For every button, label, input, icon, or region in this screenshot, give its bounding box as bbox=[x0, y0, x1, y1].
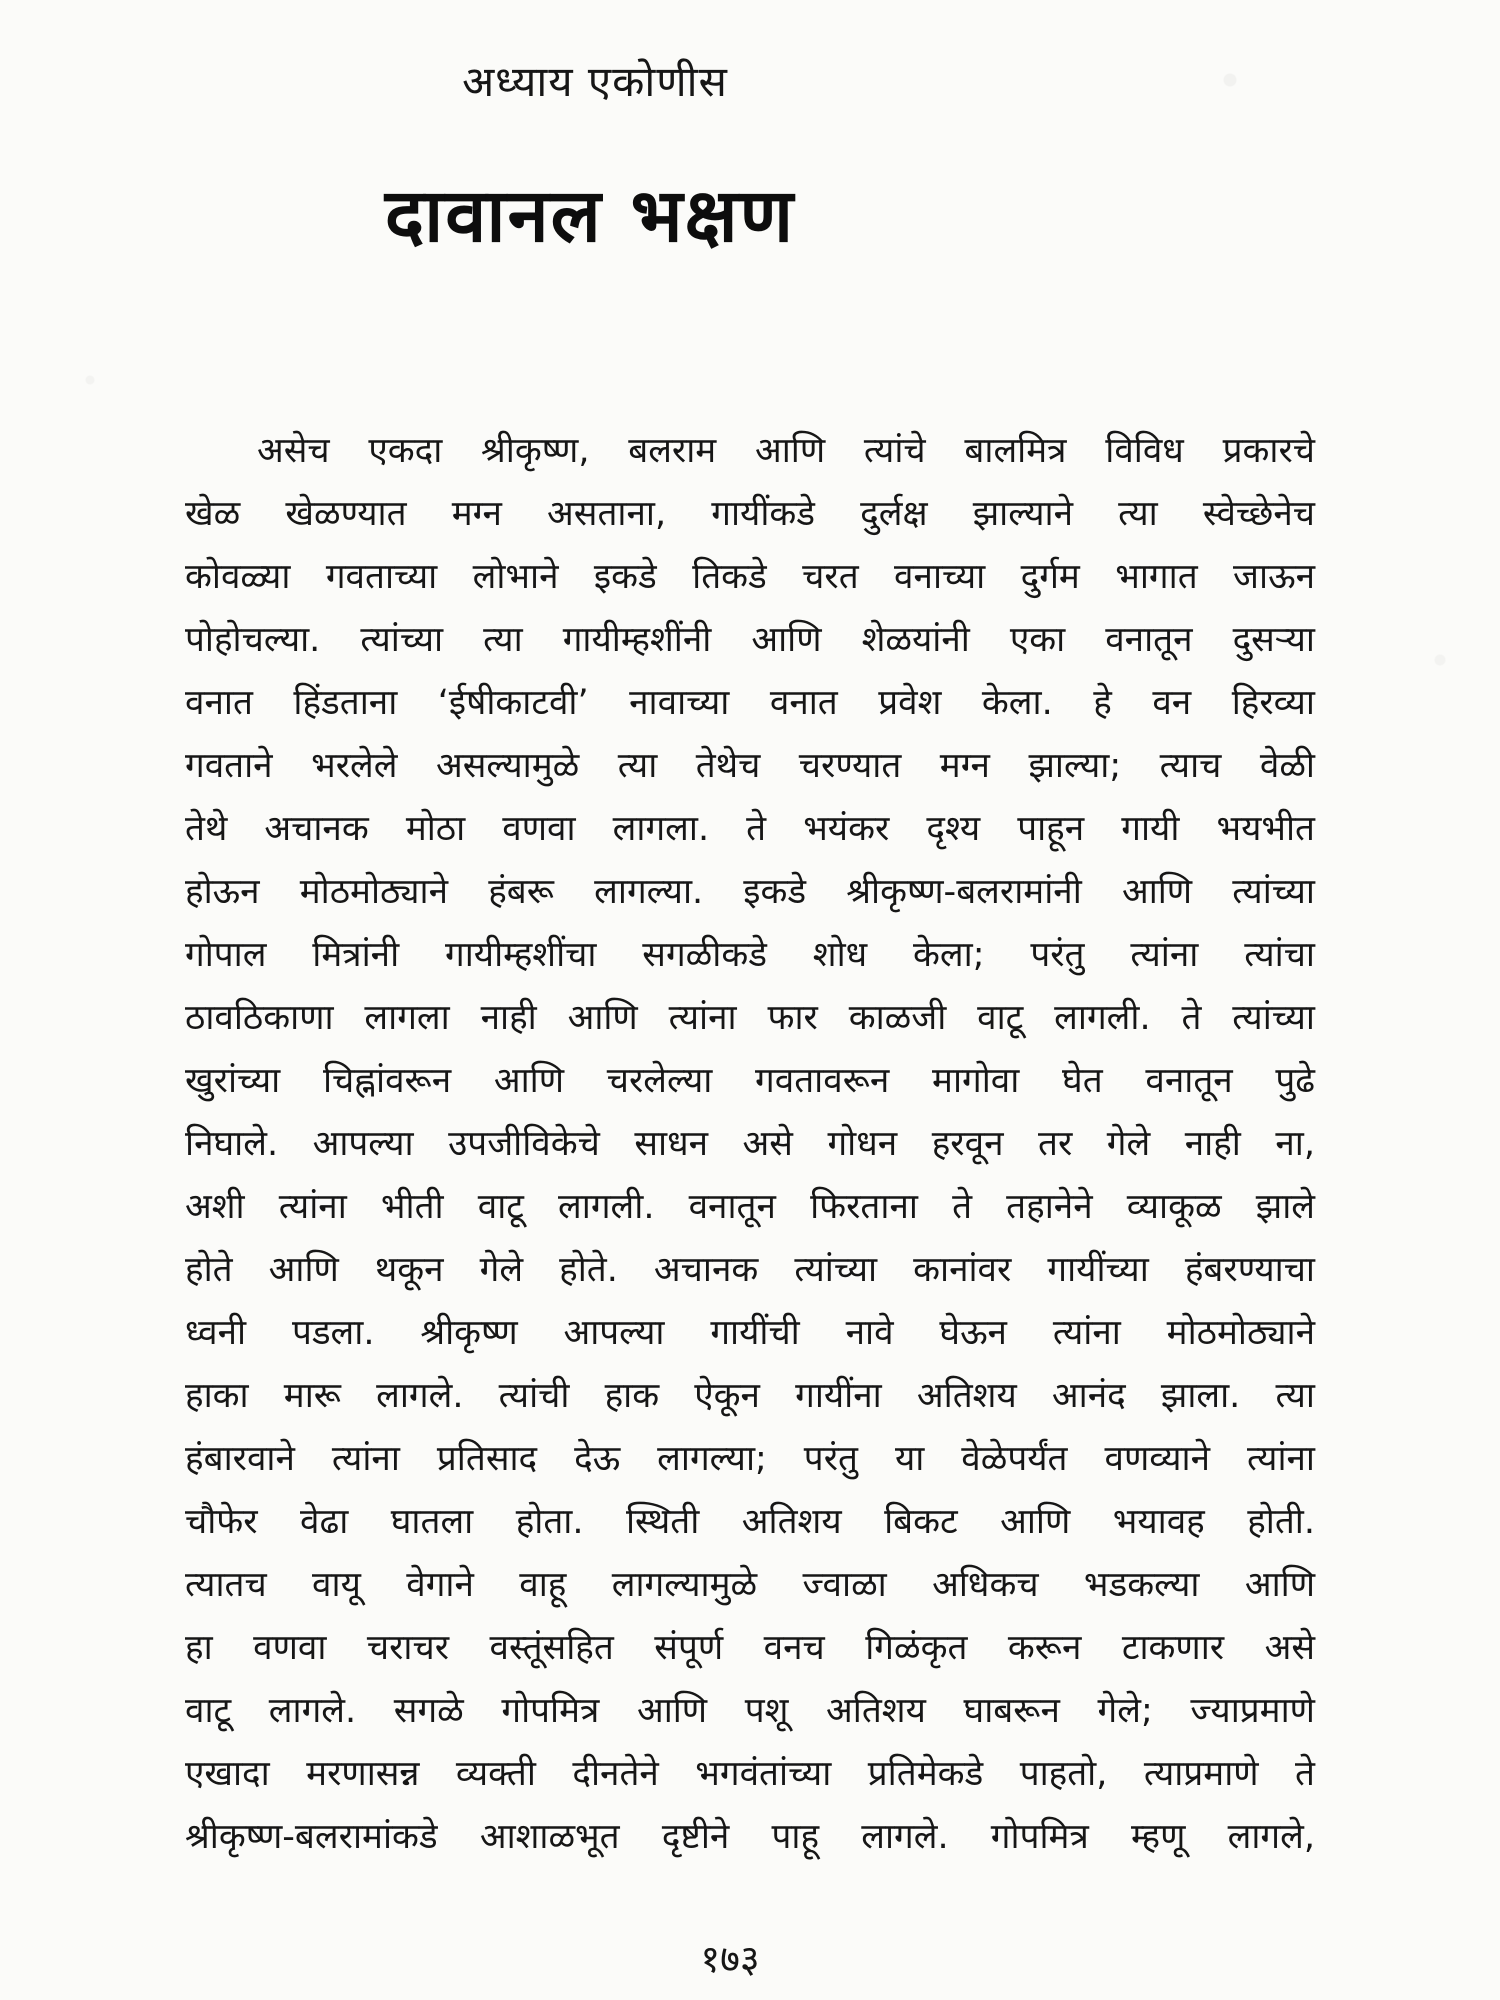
body-line: निघाले. आपल्या उपजीविकेचे साधन असे गोधन हरवून तर गेले नाही ना, bbox=[185, 1124, 1315, 1164]
body-line: असेच एकदा श्रीकृष्ण, बलराम आणि त्यांचे बालमित्र विविध प्रकारचे bbox=[257, 431, 1315, 471]
body-line: वाटू लागले. सगळे गोपमित्र आणि पशू अतिशय घाबरून गेले; ज्याप्रमाणे bbox=[185, 1691, 1315, 1731]
body-line: अशी त्यांना भीती वाटू लागली. वनातून फिरताना ते तहानेने व्याकूळ झाले bbox=[185, 1187, 1315, 1227]
body-line: ठावठिकाणा लागला नाही आणि त्यांना फार काळजी वाटू लागली. ते त्यांच्या bbox=[185, 998, 1315, 1038]
body-line: गवताने भरलेले असल्यामुळे त्या तेथेच चरण्यात मग्न झाल्या; त्याच वेळी bbox=[185, 746, 1315, 786]
body-line: हाका मारू लागले. त्यांची हाक ऐकून गायींना अतिशय आनंद झाला. त्या bbox=[185, 1376, 1315, 1416]
body-line: चौफेर वेढा घातला होता. स्थिती अतिशय बिकट आणि भयावह होती. bbox=[185, 1502, 1315, 1542]
body-line: हा वणवा चराचर वस्तूंसहित संपूर्ण वनच गिळंकृत करून टाकणार असे bbox=[185, 1628, 1315, 1668]
chapter-title: दावानल भक्षण bbox=[384, 173, 796, 259]
body-line: गोपाल मित्रांनी गायीम्हशींचा सगळीकडे शोध केला; परंतु त्यांना त्यांचा bbox=[185, 935, 1315, 975]
body-line: कोवळ्या गवताच्या लोभाने इकडे तिकडे चरत वनाच्या दुर्गम भागात जाऊन bbox=[185, 557, 1315, 597]
body-line: होते आणि थकून गेले होते. अचानक त्यांच्या कानांवर गायींच्या हंबरण्याचा bbox=[185, 1250, 1315, 1290]
body-line: श्रीकृष्ण-बलरामांकडे आशाळभूत दृष्टीने पाहू लागले. गोपमित्र म्हणू लागले, bbox=[185, 1817, 1315, 1857]
body-line: त्यातच वायू वेगाने वाहू लागल्यामुळे ज्वाळा अधिकच भडकल्या आणि bbox=[185, 1565, 1315, 1605]
page-number: १७३ bbox=[700, 1937, 760, 1981]
body-text bbox=[185, 420, 1315, 1869]
chapter-heading: अध्याय एकोणीस bbox=[462, 57, 728, 106]
body-line: ध्वनी पडला. श्रीकृष्ण आपल्या गायींची नावे घेऊन त्यांना मोठमोठ्याने bbox=[185, 1313, 1315, 1353]
body-line: वनात हिंडताना ‘ईषीकाटवी’ नावाच्या वनात प्रवेश केला. हे वन हिरव्या bbox=[185, 683, 1315, 723]
body-line: खुरांच्या चिह्नांवरून आणि चरलेल्या गवतावरून मागोवा घेत वनातून पुढे bbox=[185, 1061, 1315, 1101]
body-line: होऊन मोठमोठ्याने हंबरू लागल्या. इकडे श्रीकृष्ण-बलरामांनी आणि त्यांच्या bbox=[185, 872, 1315, 912]
body-line: एखादा मरणासन्न व्यक्ती दीनतेने भगवंतांच्या प्रतिमेकडे पाहतो, त्याप्रमाणे ते bbox=[185, 1754, 1315, 1794]
body-line: तेथे अचानक मोठा वणवा लागला. ते भयंकर दृश्य पाहून गायी भयभीत bbox=[185, 809, 1315, 849]
body-line: खेळ खेळण्यात मग्न असताना, गायींकडे दुर्लक्ष झाल्याने त्या स्वेच्छेनेच bbox=[185, 494, 1315, 534]
body-line: हंबारवाने त्यांना प्रतिसाद देऊ लागल्या; परंतु या वेळेपर्यंत वणव्याने त्यांना bbox=[185, 1439, 1315, 1479]
body-line: पोहोचल्या. त्यांच्या त्या गायीम्हशींनी आणि शेळयांनी एका वनातून दुसऱ्या bbox=[185, 620, 1315, 660]
